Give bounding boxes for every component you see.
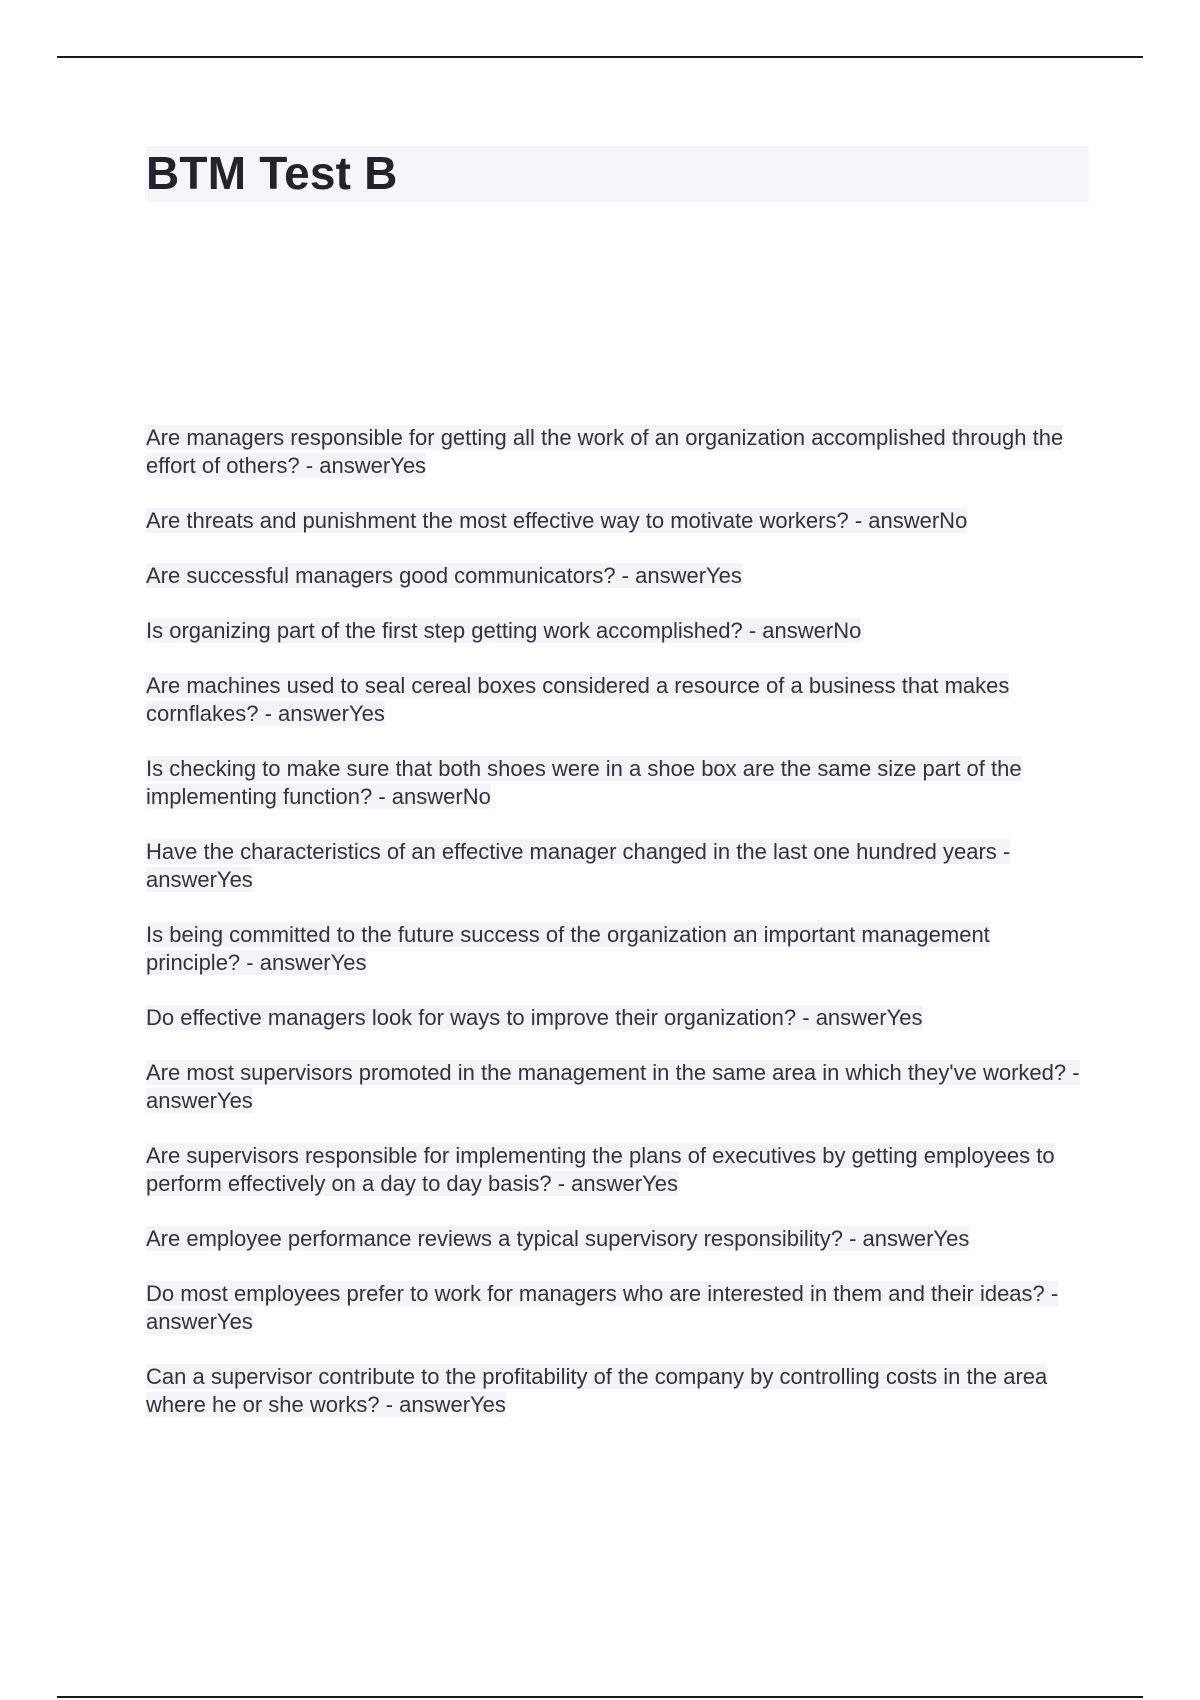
qa-text: Are successful managers good communicators? - answerYes <box>146 563 742 588</box>
qa-item <box>146 1225 1086 1253</box>
qa-item <box>146 755 1086 811</box>
qa-item <box>146 1280 1086 1336</box>
qa-text: Is checking to make sure that both shoes were in a shoe box are the same size part of the implementing function? - answerNo <box>146 756 1022 809</box>
qa-text: Is being committed to the future success of the organization an important management principle? - answerYes <box>146 922 990 975</box>
top-rule <box>57 56 1143 58</box>
qa-item <box>146 1363 1086 1419</box>
bottom-rule <box>57 1696 1143 1698</box>
qa-item <box>146 617 1086 645</box>
qa-item <box>146 672 1086 728</box>
qa-text: Are supervisors responsible for implementing the plans of executives by getting employees to perform effectively on a day to day basis? - answerYes <box>146 1143 1055 1196</box>
qa-text: Are employee performance reviews a typical supervisory responsibility? - answerYes <box>146 1226 970 1251</box>
qa-text: Have the characteristics of an effective manager changed in the last one hundred years - answerYes <box>146 839 1011 892</box>
qa-text: Do effective managers look for ways to improve their organization? - answerYes <box>146 1005 923 1030</box>
qa-item <box>146 1142 1086 1198</box>
qa-item <box>146 507 1086 535</box>
qa-text: Are managers responsible for getting all the work of an organization accomplished through the effort of others? - answerYes <box>146 425 1064 478</box>
qa-text: Do most employees prefer to work for managers who are interested in them and their ideas? - answerYes <box>146 1281 1059 1334</box>
qa-list <box>146 424 1086 1446</box>
qa-text: Is organizing part of the first step getting work accomplished? - answerNo <box>146 618 862 643</box>
qa-text: Are threats and punishment the most effective way to motivate workers? - answerNo <box>146 508 968 533</box>
page-title: BTM Test B <box>146 147 398 199</box>
qa-item <box>146 1004 1086 1032</box>
qa-item <box>146 424 1086 480</box>
qa-item <box>146 562 1086 590</box>
qa-item <box>146 838 1086 894</box>
qa-text: Can a supervisor contribute to the profitability of the company by controlling costs in the area where he or she works? - answerYes <box>146 1364 1048 1417</box>
qa-item <box>146 921 1086 977</box>
qa-text: Are most supervisors promoted in the management in the same area in which they've worked? - answerYes <box>146 1060 1080 1113</box>
qa-item <box>146 1059 1086 1115</box>
qa-text: Are machines used to seal cereal boxes considered a resource of a business that makes cornflakes? - answerYes <box>146 673 1010 726</box>
